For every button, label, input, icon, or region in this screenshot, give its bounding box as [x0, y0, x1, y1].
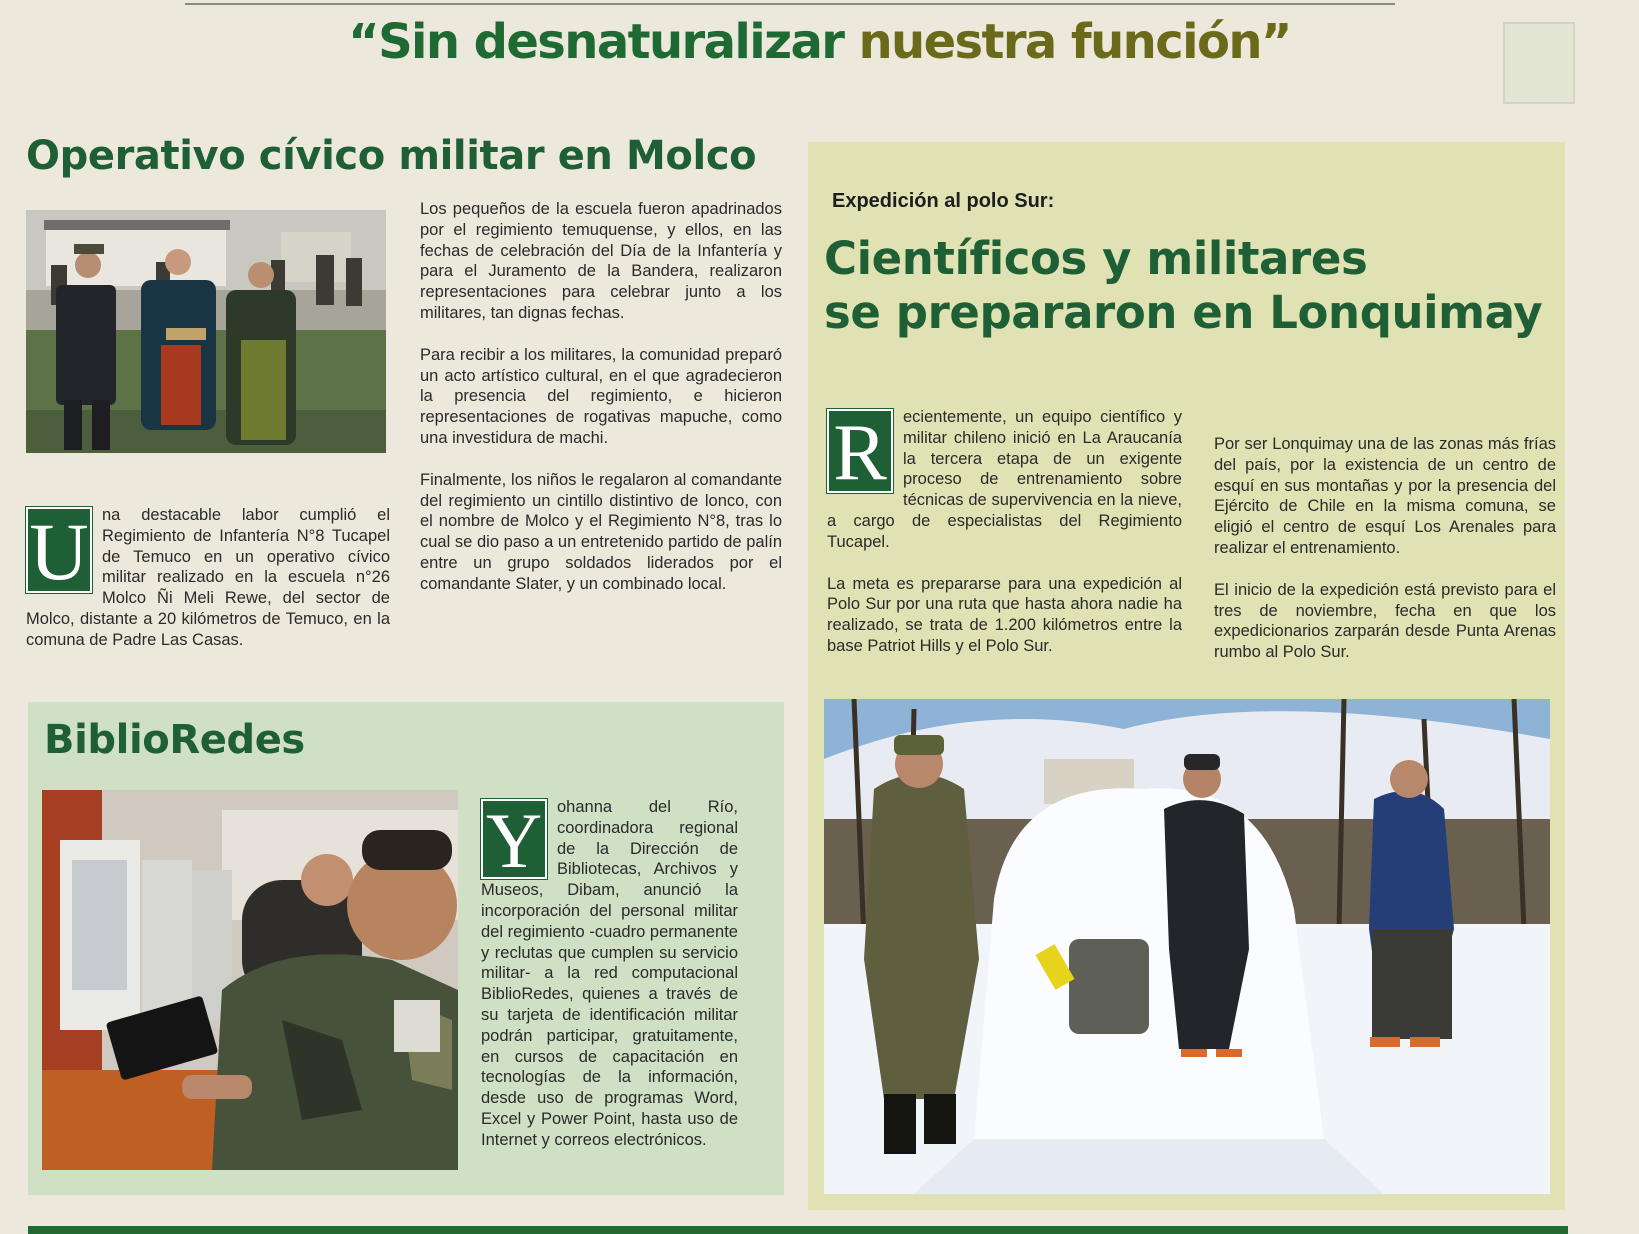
expedicion-kicker: Expedición al polo Sur: — [832, 190, 1055, 212]
molco-paragraph-2: Para recibir a los militares, la comunidad preparó un acto artístico cultural, en el que agradecieron la presencia del regimiento, e hicieron representaciones de rogativas mapuche, como una investidura de machi. — [420, 345, 782, 447]
molco-column — [420, 199, 782, 595]
biblioredes-body-text: ohanna del Río, coordinadora regional de la Dirección de Bibliotecas, Archivos y Museos, Dibam, anunció la incorporación del personal militar del regimiento -cuadro permanente y reclutas que cumplen su servicio militar- a la red computacional BiblioRedes, quienes a través de su tarjeta de identificación militar podrán participar, gratuitamente, en cursos de capacitación en tecnologías de la información, desde uso de programas Word, Excel y Power Point, hasta uso de Internet y correos electrónicos. — [481, 798, 738, 1149]
molco-photo — [26, 210, 386, 453]
molco-lead — [26, 505, 390, 651]
page-title: “Sin desnaturalizar nuestra función” — [348, 14, 1291, 70]
dropcap-u: U — [26, 507, 92, 593]
expedicion-col1-paragraph-2: La meta es prepararse para una expedición al Polo Sur por una ruta que hasta ahora nadie ha realizado, se trata de 1.200 kilómetros entre la base Patriot Hills y el Polo Sur. — [827, 574, 1182, 655]
expedicion-col2-paragraph-2: El inicio de la expedición está previsto para el tres de noviembre, fecha en que los expedicionarios zarparán desde Punta Arenas rumbo al Polo Sur. — [1214, 580, 1556, 662]
expedicion-column-1 — [827, 407, 1182, 657]
corner-decoration — [1503, 22, 1575, 104]
expedicion-col2-paragraph-1: Por ser Lonquimay una de las zonas más frías del país, por la existencia de un centro de esquí en sus montañas y por la presencia del Ejército de Chile en la misma comuna, se eligió el centro de esquí Los Arenales para realizar el entrenamiento. — [1214, 435, 1556, 557]
molco-lead-text: na destacable labor cumplió el Regimiento de Infantería N°8 Tucapel de Temuco en un operativo cívico militar realizado en la escuela n°26 Molco Ñi Meli Rewe, del sector de Molco, distante a 20 kilómetros de Temuco, en la comuna de Padre Las Casas. — [26, 506, 390, 649]
dropcap-r: R — [827, 409, 893, 493]
expedicion-column-2 — [1214, 434, 1556, 663]
biblioredes-headline: BiblioRedes — [44, 717, 305, 763]
expedicion-headline: Científicos y militares se prepararon en Lonquimay — [824, 232, 1543, 339]
molco-paragraph-3: Finalmente, los niños le regalaron al comandante del regimiento un cintillo distintivo de lonco, con el nombre de Molco y el Regimiento N°8, tras lo cual se dio paso a un entretenido partido de palín entre un grupo soldados liderados por el comandante Slater, y un combinado local. — [420, 470, 782, 593]
bottom-bar — [28, 1226, 1568, 1234]
biblioredes-photo — [42, 790, 458, 1170]
molco-headline: Operativo cívico militar en Molco — [26, 133, 757, 179]
dropcap-y: Y — [481, 799, 547, 879]
expedicion-photo — [824, 699, 1550, 1194]
expedicion-lead — [827, 407, 1182, 553]
expedicion-lead-text: ecientemente, un equipo científico y militar chileno inició en La Araucanía la tercera etapa de un exigente proceso de entrenamiento sobre técnicas de supervivencia en la nieve, a cargo de especialistas del Regimiento Tucapel. — [827, 408, 1182, 551]
top-rule — [185, 3, 1395, 5]
biblioredes-body — [481, 797, 738, 1151]
molco-paragraph-1: Los pequeños de la escuela fueron apadrinados por el regimiento temuquense, y ellos, en las fechas de celebración del Día de la Infantería y para el Juramento de la Bandera, realizaron representaciones para celebrar junto a los militares, tan dignas fechas. — [420, 200, 782, 322]
